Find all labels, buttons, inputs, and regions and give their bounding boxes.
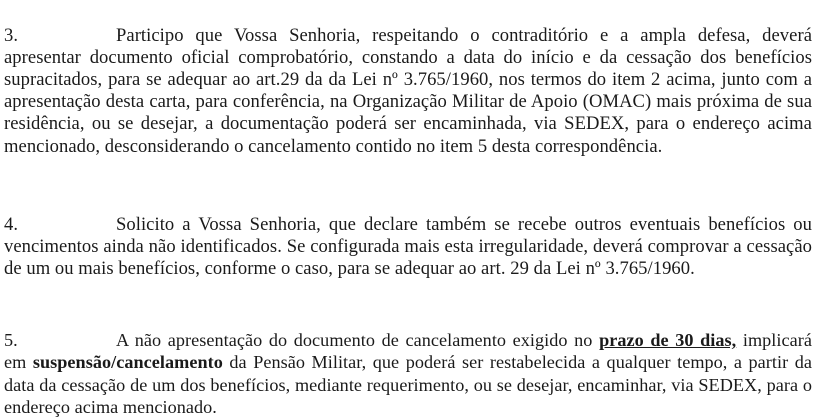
paragraph-text: Solicito a Vossa Senhoria, que declare também se recebe outros eventuais benefícios ou vencimentos ainda não identificados. Se configurada mais esta irregularidade, deverá comprovar a cessação de um ou mais benefícios, conforme o caso, para se adequar ao art. 29 da Lei nº 3.765/1960. [4, 213, 812, 279]
paragraph-number: 4. [4, 213, 19, 235]
paragraph-text: Participo que Vossa Senhoria, respeitando o contraditório e a ampla defesa, deverá apresentar documento oficial comprobatório, constando a data do início e da cessação dos benefícios supracitados, para se adequar ao art.29 da da Lei nº 3.765/1960, nos termos do item 2 acima, junto com a apresentação desta carta, para conferência, na Organização Militar de Apoio (OMAC) mais próxima de sua residência, ou se desejar, a documentação poderá ser encaminhada, via SEDEX, para o endereço acima mencionado, desconsiderando o cancelamento contido no item 5 desta correspondência. [4, 24, 812, 157]
paragraph-text: implicará em [4, 330, 812, 373]
paragraph-3 [4, 25, 812, 158]
paragraph-5 [4, 329, 812, 418]
paragraph-4 [4, 214, 812, 281]
deadline-emphasis: prazo de 30 dias, [599, 330, 737, 351]
paragraph-text: da Pensão Militar, que poderá ser restabelecida a qualquer tempo, a partir da data da cessação de um dos benefícios, mediante requerimento, ou se desejar, encaminhar, via SEDEX, para o endereço acima mencionado. [4, 352, 813, 417]
paragraph-number: 3. [4, 24, 19, 46]
sanction-emphasis: suspensão/cancelamento [32, 352, 223, 373]
paragraph-number: 5. [4, 330, 18, 351]
paragraph-text: A não apresentação do documento de cancelamento exigido no [116, 330, 600, 351]
